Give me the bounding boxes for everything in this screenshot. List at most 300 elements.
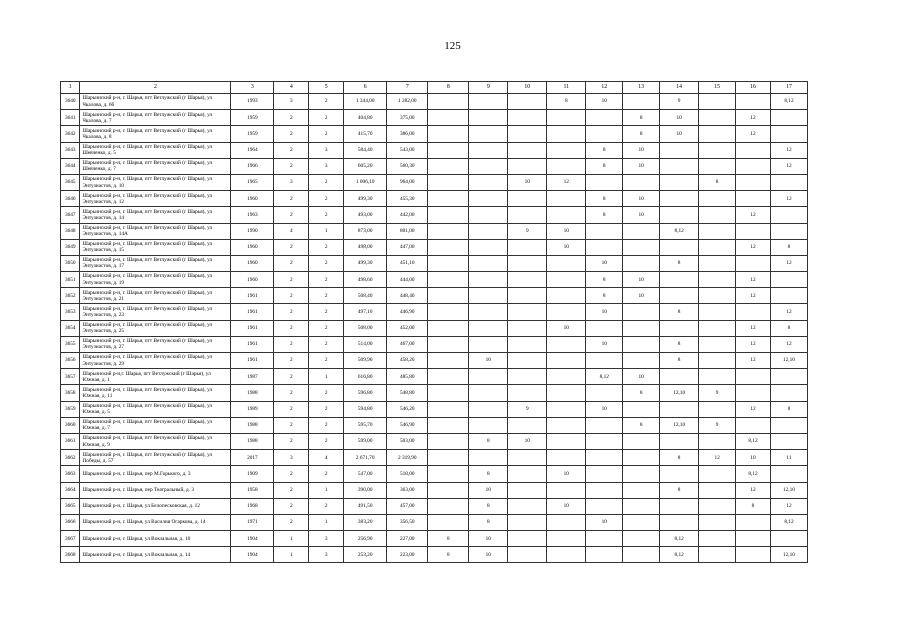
table-cell: 12 <box>736 288 771 304</box>
table-cell: 1960 <box>231 255 274 271</box>
table-cell <box>547 158 586 174</box>
table-cell: 12 <box>770 255 807 271</box>
table-cell <box>469 320 508 336</box>
table-cell: 8 <box>623 110 660 126</box>
table-cell: 10 <box>586 304 623 320</box>
table-cell: 493,00 <box>344 207 387 223</box>
address-cell: Шарьинский р-н, г. Шарья, пгт Ветлужский (г Шарья), ул Южная, д. 11 <box>80 385 231 401</box>
table-cell: 3 <box>309 531 344 547</box>
table-cell <box>508 142 547 158</box>
table-cell <box>660 498 699 514</box>
table-cell <box>586 223 623 239</box>
row-number-cell: 3651 <box>61 272 80 288</box>
table-cell <box>699 207 736 223</box>
table-cell: 2 <box>309 207 344 223</box>
table-cell <box>623 531 660 547</box>
table-cell: 8 <box>623 417 660 433</box>
column-header: 13 <box>623 82 660 94</box>
table-cell: 801,00 <box>387 223 428 239</box>
column-header: 14 <box>660 82 699 94</box>
table-cell: 2 <box>274 110 309 126</box>
table-cell: 8,12 <box>660 547 699 563</box>
table-cell <box>736 369 771 385</box>
address-cell: Шарьинский р-н, г. Шарья, пгт Ветлужский (г Шарья), ул Энтузиастов, д. 19 <box>80 272 231 288</box>
table-cell: 10 <box>623 288 660 304</box>
address-cell: Шарьинский р-н, г. Шарья, пгт Ветлужский (г Шарья), ул Энтузиастов, д. 12 <box>80 191 231 207</box>
table-cell <box>428 158 469 174</box>
address-cell: Шарьинский р-н, г. Шарья, пгт Ветлужский (г Шарья), ул Энтузиастов, д. 23 <box>80 304 231 320</box>
table-cell: 12 <box>770 191 807 207</box>
table-cell <box>428 336 469 352</box>
table-cell: 223,00 <box>387 547 428 563</box>
table-cell <box>469 126 508 142</box>
table-cell: 12,10 <box>660 385 699 401</box>
table-cell <box>660 433 699 449</box>
address-cell: Шарьинский р-н, г. Шарья, пгт Ветлужский (г Шарья), ул Энтузиастов, д. 14 <box>80 207 231 223</box>
table-cell <box>547 547 586 563</box>
table-cell: 10 <box>586 401 623 417</box>
table-cell: 514,00 <box>344 336 387 352</box>
table-cell: 497,10 <box>344 304 387 320</box>
table-cell: 546,90 <box>387 417 428 433</box>
table-cell <box>469 272 508 288</box>
table-cell: 12 <box>699 450 736 466</box>
row-number-cell: 3659 <box>61 401 80 417</box>
table-cell: 2 <box>274 126 309 142</box>
table-cell: 547,00 <box>344 466 387 482</box>
table-cell: 2 <box>309 288 344 304</box>
table-cell <box>428 320 469 336</box>
table-cell: 8 <box>469 433 508 449</box>
table-cell <box>623 401 660 417</box>
table-cell <box>428 514 469 530</box>
table-cell: 503,00 <box>387 433 428 449</box>
row-number-cell: 3662 <box>61 450 80 466</box>
table-cell <box>699 466 736 482</box>
table-cell <box>699 110 736 126</box>
row-number-cell: 3650 <box>61 255 80 271</box>
table-cell <box>508 336 547 352</box>
table-cell <box>428 385 469 401</box>
table-cell <box>736 191 771 207</box>
table-cell <box>699 482 736 498</box>
address-cell: Шарьинский р-н, г. Шарья, пгт Ветлужский (г Шарья), ул Энтузиастов, д. 27 <box>80 336 231 352</box>
table-cell <box>660 288 699 304</box>
table-row <box>61 110 808 126</box>
row-number-cell: 3661 <box>61 433 80 449</box>
table-cell: 1 <box>309 514 344 530</box>
table-cell <box>428 174 469 190</box>
table-cell <box>770 466 807 482</box>
table-cell: 10 <box>469 531 508 547</box>
table-cell <box>469 385 508 401</box>
table-cell <box>736 385 771 401</box>
table-cell <box>428 466 469 482</box>
table-cell <box>469 369 508 385</box>
table-cell: 8 <box>469 466 508 482</box>
table-cell <box>428 288 469 304</box>
table-cell <box>586 385 623 401</box>
table-cell <box>547 433 586 449</box>
table-cell <box>699 353 736 369</box>
table-cell: 491,50 <box>344 498 387 514</box>
table-cell <box>508 482 547 498</box>
table-cell <box>660 401 699 417</box>
table-cell: 2 <box>309 110 344 126</box>
table-cell: 10 <box>469 353 508 369</box>
table-cell <box>428 353 469 369</box>
address-cell: Шарьинский р-н, г. Шарья, пгт Ветлужский (г Шарья), ул Южная, д. 9 <box>80 433 231 449</box>
column-header: 4 <box>274 82 309 94</box>
table-cell: 8 <box>736 498 771 514</box>
table-cell <box>428 223 469 239</box>
table-cell: 2 <box>309 498 344 514</box>
table-cell <box>623 320 660 336</box>
table-cell <box>660 174 699 190</box>
address-cell: Шарьинский р-н, г. Шарья, пер Театральный, д. 3 <box>80 482 231 498</box>
table-cell <box>428 417 469 433</box>
table-cell: 12 <box>547 174 586 190</box>
table-cell: 8 <box>428 547 469 563</box>
table-cell: 1960 <box>231 239 274 255</box>
table-cell <box>547 385 586 401</box>
table-cell: 2 <box>309 466 344 482</box>
row-number-cell: 3642 <box>61 126 80 142</box>
row-number-cell: 3668 <box>61 547 80 563</box>
row-number-cell: 3640 <box>61 94 80 110</box>
table-cell <box>660 142 699 158</box>
table-cell <box>699 369 736 385</box>
table-cell <box>547 369 586 385</box>
table-cell: 546,20 <box>387 401 428 417</box>
table-cell <box>547 304 586 320</box>
table-cell <box>623 94 660 110</box>
table-row <box>61 369 808 385</box>
header-row <box>61 82 808 94</box>
table-row <box>61 239 808 255</box>
table-cell: 8 <box>770 320 807 336</box>
table-row <box>61 433 808 449</box>
table-cell <box>586 417 623 433</box>
table-cell: 2 <box>309 320 344 336</box>
table-cell: 2 <box>274 466 309 482</box>
page-number: 125 <box>444 40 461 52</box>
column-header: 10 <box>508 82 547 94</box>
table-cell: 3 <box>274 174 309 190</box>
table-cell: 594,80 <box>344 401 387 417</box>
table-cell: 1988 <box>231 385 274 401</box>
table-cell: 2 <box>309 304 344 320</box>
table-cell: 599,00 <box>344 433 387 449</box>
table-cell: 12 <box>736 126 771 142</box>
table-cell: 12 <box>736 110 771 126</box>
table-cell: 616,80 <box>344 369 387 385</box>
table-cell <box>469 450 508 466</box>
row-number-cell: 3665 <box>61 498 80 514</box>
table-cell <box>428 498 469 514</box>
table-cell: 10 <box>623 142 660 158</box>
table-cell: 8,12 <box>660 531 699 547</box>
table-cell <box>469 336 508 352</box>
table-cell: 10 <box>586 94 623 110</box>
table-cell <box>547 126 586 142</box>
table-cell: 12 <box>736 239 771 255</box>
table-row <box>61 466 808 482</box>
table-cell: 444,00 <box>387 272 428 288</box>
table-cell <box>736 304 771 320</box>
table-cell: 10 <box>623 369 660 385</box>
table-cell <box>736 223 771 239</box>
table-cell: 12,10 <box>770 482 807 498</box>
table-cell <box>736 531 771 547</box>
table-cell <box>770 531 807 547</box>
table-cell <box>770 174 807 190</box>
table-cell <box>428 239 469 255</box>
table-cell <box>660 207 699 223</box>
table-cell: 3 <box>274 94 309 110</box>
table-cell <box>770 207 807 223</box>
row-number-cell: 3641 <box>61 110 80 126</box>
table-cell: 1988 <box>231 417 274 433</box>
row-number-cell: 3666 <box>61 514 80 530</box>
table-cell <box>508 207 547 223</box>
table-cell: 2 <box>309 417 344 433</box>
table-cell <box>508 547 547 563</box>
address-cell: Шарьинский р-н, г. Шарья, пер М.Горького, д. 3 <box>80 466 231 482</box>
table-cell <box>770 126 807 142</box>
table-cell: 12 <box>736 482 771 498</box>
table-cell <box>699 191 736 207</box>
table-cell <box>547 336 586 352</box>
table-row <box>61 417 808 433</box>
table-cell: 1968 <box>231 498 274 514</box>
table-cell: 2 <box>309 174 344 190</box>
column-header: 11 <box>547 82 586 94</box>
table-cell <box>586 353 623 369</box>
address-cell: Шарьинский р-н, г. Шарья, пгт Ветлужский (г Шарья), ул Чкалова, д. 6б <box>80 94 231 110</box>
table-cell: 2 <box>274 239 309 255</box>
column-header: 8 <box>428 82 469 94</box>
table-cell: 2 <box>309 336 344 352</box>
table-cell <box>547 482 586 498</box>
row-number-cell: 3649 <box>61 239 80 255</box>
table-cell: 498,60 <box>344 272 387 288</box>
table-cell <box>699 94 736 110</box>
table-cell <box>547 417 586 433</box>
table-cell: 8 <box>660 353 699 369</box>
table-cell <box>508 126 547 142</box>
address-cell: Шарьинский р-н, г. Шарья, пгт Ветлужский (г Шарья), ул Шевченко, д. 5 <box>80 142 231 158</box>
table-cell <box>770 272 807 288</box>
row-number-cell: 3644 <box>61 158 80 174</box>
table-cell: 8 <box>469 514 508 530</box>
table-cell: 2 <box>309 126 344 142</box>
table-cell: 8,12 <box>660 223 699 239</box>
table-row <box>61 174 808 190</box>
table-cell <box>428 272 469 288</box>
table-cell <box>770 288 807 304</box>
table-cell: 2 <box>274 369 309 385</box>
address-cell: Шарьинский р-н, г. Шарья, ул Василия Огаркова, д. 14 <box>80 514 231 530</box>
register-table <box>60 81 808 563</box>
column-header: 2 <box>80 82 231 94</box>
table-cell: 1987 <box>231 369 274 385</box>
table-cell <box>469 110 508 126</box>
address-cell: Шарьинский р-н, г. Шарья, пгт Ветлужский (г Шарья), ул Энтузиастов, д. 21 <box>80 288 231 304</box>
row-number-cell: 3645 <box>61 174 80 190</box>
table-cell <box>586 547 623 563</box>
column-header: 5 <box>309 82 344 94</box>
address-cell: Шарьинский р-н, г. Шарья, пгт Ветлужский (г Шарья), ул Энтузиастов, д. 25 <box>80 320 231 336</box>
table-cell: 10 <box>736 450 771 466</box>
table-cell: 1 <box>309 223 344 239</box>
table-cell <box>428 450 469 466</box>
table-cell: 595,70 <box>344 417 387 433</box>
address-cell: Шарьинский р-н, г. Шарья, ул Вокзальная, д. 10 <box>80 531 231 547</box>
table-cell: 1 006,10 <box>344 174 387 190</box>
address-cell: Шарьинский р-н, г. Шарья, пгт Ветлужский (г Шарья), ул Южная, д. 7 <box>80 417 231 433</box>
table-cell: 12 <box>770 498 807 514</box>
table-cell <box>547 191 586 207</box>
table-cell <box>586 320 623 336</box>
address-cell: Шарьинский р-н, г. Шарья, пгт Ветлужский (г Шарья), ул Энтузиастов, д. 10 <box>80 174 231 190</box>
table-cell <box>508 498 547 514</box>
table-cell <box>547 142 586 158</box>
column-header: 1 <box>61 82 80 94</box>
table-cell: 2 <box>309 255 344 271</box>
table-cell: 11 <box>770 450 807 466</box>
address-cell: Шарьинский р-н, г. Шарья, ул Белопесковская, д. 12 <box>80 498 231 514</box>
address-cell: Шарьинский р-н, г. Шарья, пгт Ветлужский (г Шарья), ул Энтузиастов, д. 17 <box>80 255 231 271</box>
table-cell: 12 <box>770 304 807 320</box>
table-cell <box>660 320 699 336</box>
table-cell <box>623 255 660 271</box>
table-cell: 8,12 <box>770 94 807 110</box>
row-number-cell: 3656 <box>61 353 80 369</box>
address-cell: Шарьинский р-н, г. Шарья, пгт Ветлужский (г Шарья), ул Энтузиастов, д. 15 <box>80 239 231 255</box>
table-cell <box>699 223 736 239</box>
table-cell <box>623 336 660 352</box>
table-cell: 560,30 <box>387 158 428 174</box>
table-cell: 2 <box>274 304 309 320</box>
table-cell: 12,10 <box>660 417 699 433</box>
table-cell: 8,12 <box>736 466 771 482</box>
table-cell: 2 <box>274 353 309 369</box>
table-cell <box>699 401 736 417</box>
table-cell: 1964 <box>231 142 274 158</box>
table-cell <box>547 531 586 547</box>
table-cell <box>699 158 736 174</box>
table-cell <box>736 94 771 110</box>
table-cell <box>508 531 547 547</box>
table-cell: 458,20 <box>387 353 428 369</box>
table-cell: 2 <box>274 336 309 352</box>
table-cell <box>428 401 469 417</box>
table-cell: 964,00 <box>387 174 428 190</box>
table-row <box>61 450 808 466</box>
table-cell <box>469 239 508 255</box>
table-cell <box>736 255 771 271</box>
table-row <box>61 320 808 336</box>
table-cell <box>770 433 807 449</box>
table-cell <box>736 514 771 530</box>
table-cell: 1960 <box>231 191 274 207</box>
row-number-cell: 3654 <box>61 320 80 336</box>
table-cell <box>508 272 547 288</box>
row-number-cell: 3647 <box>61 207 80 223</box>
table-row <box>61 547 808 563</box>
table-cell: 253,20 <box>344 547 387 563</box>
table-cell: 455,30 <box>387 191 428 207</box>
address-cell: Шарьинский р-н, г. Шарья, пгт Ветлужский (г Шарья), ул Энтузиастов, д. 29 <box>80 353 231 369</box>
table-cell <box>623 174 660 190</box>
table-cell <box>469 223 508 239</box>
address-cell: Шарьинский р-н, г. Шарья, ул Вокзальная, д. 14 <box>80 547 231 563</box>
table-cell: 1904 <box>231 531 274 547</box>
table-cell: 8 <box>660 304 699 320</box>
table-row <box>61 531 808 547</box>
table-cell <box>547 353 586 369</box>
table-body <box>61 94 808 563</box>
table-cell <box>469 288 508 304</box>
table-cell <box>699 336 736 352</box>
table-cell <box>428 191 469 207</box>
table-cell: 9 <box>508 401 547 417</box>
table-cell: 415,70 <box>344 126 387 142</box>
table-cell: 4 <box>274 223 309 239</box>
table-cell <box>508 385 547 401</box>
row-number-cell: 3667 <box>61 531 80 547</box>
table-cell: 12 <box>770 142 807 158</box>
table-cell: 8 <box>586 142 623 158</box>
table-cell: 8,12 <box>736 433 771 449</box>
table-cell: 3 <box>309 142 344 158</box>
table-cell: 1909 <box>231 466 274 482</box>
row-number-cell: 3664 <box>61 482 80 498</box>
table-cell: 2 <box>274 433 309 449</box>
table-cell <box>770 369 807 385</box>
table-cell: 543,00 <box>387 142 428 158</box>
table-row <box>61 482 808 498</box>
table-cell: 1961 <box>231 336 274 352</box>
table-row <box>61 142 808 158</box>
table-cell: 467,00 <box>387 336 428 352</box>
table-cell: 8 <box>586 191 623 207</box>
table-cell: 10 <box>623 207 660 223</box>
table-cell <box>508 158 547 174</box>
table-row <box>61 304 808 320</box>
table-cell: 2 <box>274 514 309 530</box>
table-cell <box>508 94 547 110</box>
table-cell: 584,40 <box>344 142 387 158</box>
row-number-cell: 3657 <box>61 369 80 385</box>
table-cell: 1993 <box>231 94 274 110</box>
table-cell: 873,00 <box>344 223 387 239</box>
table-cell <box>469 255 508 271</box>
table-cell <box>508 514 547 530</box>
table-cell <box>660 369 699 385</box>
table-cell: 8 <box>660 482 699 498</box>
table-cell <box>508 369 547 385</box>
table-cell: 1989 <box>231 401 274 417</box>
table-cell: 3 <box>309 547 344 563</box>
table-cell: 10 <box>660 126 699 142</box>
table-cell <box>547 401 586 417</box>
row-number-cell: 3652 <box>61 288 80 304</box>
table-row <box>61 336 808 352</box>
table-cell: 508,40 <box>344 288 387 304</box>
table-cell <box>508 320 547 336</box>
